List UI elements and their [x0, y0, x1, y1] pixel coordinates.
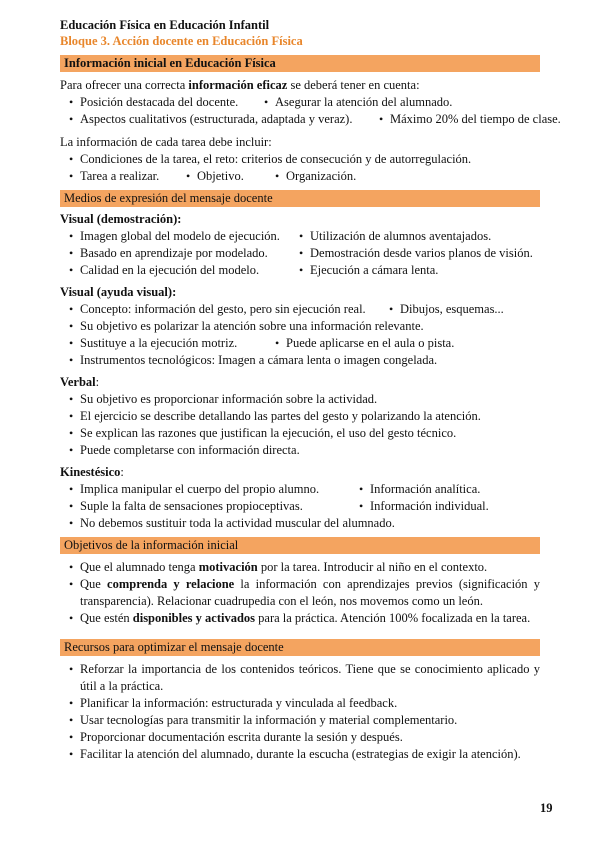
list-item: • Usar tecnologías para transmitir la información y material complementario. [60, 712, 540, 729]
page-number: 19 [540, 801, 553, 815]
list-item: • Organización. [266, 168, 356, 185]
list-item: • Planificar la información: estructurada y vinculada al feedback. [60, 695, 540, 712]
aid-row3 [60, 335, 540, 352]
section-heading-medios: Medios de expresión del mensaje docente [60, 190, 540, 207]
visual-row [60, 228, 540, 245]
list-item: • El ejercicio se describe detallando las partes del gesto y polarizando la atención. [60, 408, 540, 425]
section-heading-info-inicial: Información inicial en Educación Física [60, 55, 540, 72]
list-item: • Dibujos, esquemas... [380, 301, 504, 318]
section-heading-recursos: Recursos para optimizar el mensaje docente [60, 639, 540, 656]
sec1-intro2: La información de cada tarea debe incluir: [60, 135, 272, 149]
sec1-row3 [60, 168, 540, 185]
list-item: • Sustituye a la ejecución motriz. [60, 335, 237, 352]
list-item: • Su objetivo es proporcionar información sobre la actividad. [60, 391, 540, 408]
list-item: • Utilización de alumnos aventajados. [290, 228, 491, 245]
list-item: • Que estén disponibles y activados para la práctica. Atención 100% focalizada en la tarea. [60, 610, 540, 627]
list-item: • Máximo 20% del tiempo de clase. [370, 111, 561, 128]
list-item: • No debemos sustituir toda la actividad muscular del alumnado. [60, 515, 540, 532]
list-item: • Información individual. [350, 498, 489, 515]
list-item: • Basado en aprendizaje por modelado. [60, 245, 268, 262]
list-item: • Suple la falta de sensaciones propioceptivas. [60, 498, 303, 515]
list-item: • Facilitar la atención del alumnado, durante la escucha (estrategias de exigir la atención). [60, 746, 540, 763]
document-title: Educación Física en Educación Infantil [60, 18, 270, 32]
list-item: • Ejecución a cámara lenta. [290, 262, 438, 279]
list-item: • Puede completarse con información directa. [60, 442, 540, 459]
list-item: • Objetivo. [177, 168, 244, 185]
aid-row1 [60, 301, 540, 318]
kin-row1 [60, 481, 540, 498]
list-item: • Posición destacada del docente. [60, 94, 238, 111]
visual-row [60, 245, 540, 262]
visual-row [60, 262, 540, 279]
list-item: • Asegurar la atención del alumnado. [255, 94, 452, 111]
sec1-row1 [60, 94, 540, 111]
list-item: • Se explican las razones que justifican la ejecución, el uso del gesto técnico. [60, 425, 540, 442]
list-item: • Su objetivo es polarizar la atención sobre una información relevante. [60, 318, 540, 335]
document-subtitle: Bloque 3. Acción docente en Educación Física [60, 34, 303, 48]
list-item: • Implica manipular el cuerpo del propio alumno. [60, 481, 319, 498]
kinesthetic-title: Kinestésico: [60, 465, 124, 479]
list-item: • Instrumentos tecnológicos: Imagen a cámara lenta o imagen congelada. [60, 352, 540, 369]
visual-aid-title: Visual (ayuda visual): [60, 285, 177, 299]
list-item: • Tarea a realizar. [60, 168, 159, 185]
list-item: • Calidad en la ejecución del modelo. [60, 262, 259, 279]
list-item: • Información analítica. [350, 481, 480, 498]
list-item: • Que el alumnado tenga motivación por la tarea. Introducir al niño en el contexto. [60, 559, 540, 576]
verbal-title: Verbal: [60, 375, 100, 389]
list-item: • Proporcionar documentación escrita durante la sesión y después. [60, 729, 540, 746]
document-page [60, 14, 561, 763]
list-item: • Puede aplicarse en el aula o pista. [266, 335, 454, 352]
list-item: • Reforzar la importancia de los contenidos teóricos. Tiene que se conocimiento aplicado y útil a la práctica. [60, 661, 540, 695]
sec1-row2 [60, 111, 561, 128]
list-item: • Que comprenda y relacione la información con aprendizajes previos (significación y transparencia). Relacionar cuadrupedia con el león, nos movemos como un león. [60, 576, 540, 610]
list-item: • Aspectos cualitativos (estructurada, adaptada y veraz). [60, 111, 352, 128]
list-item: • Demostración desde varios planos de visión. [290, 245, 533, 262]
kin-row2 [60, 498, 540, 515]
visual-demo-title: Visual (demostración): [60, 212, 182, 226]
list-item: • Imagen global del modelo de ejecución. [60, 228, 280, 245]
sec1-intro: Para ofrecer una correcta información eficaz se deberá tener en cuenta: [60, 78, 420, 92]
list-item: • Concepto: información del gesto, pero sin ejecución real. [60, 301, 366, 318]
section-heading-objetivos: Objetivos de la información inicial [60, 537, 540, 554]
list-item: • Condiciones de la tarea, el reto: criterios de consecución y de autorregulación. [60, 151, 540, 168]
